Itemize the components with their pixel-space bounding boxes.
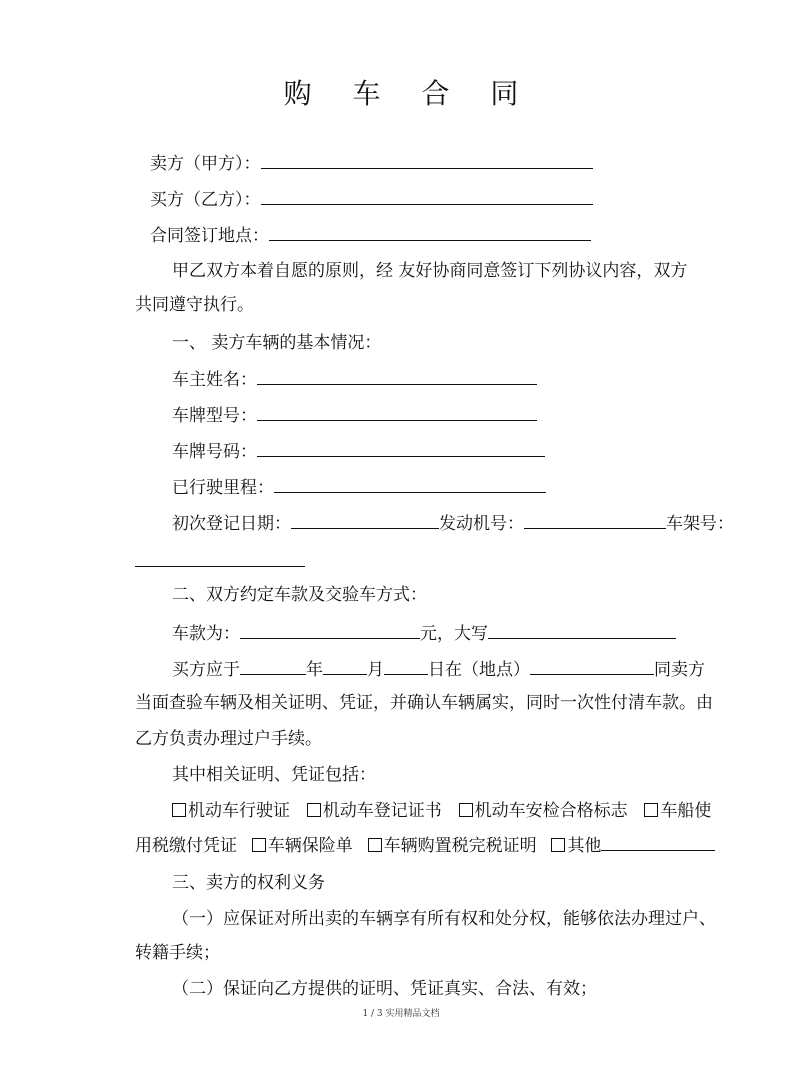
docs-row-2 xyxy=(135,834,715,857)
plate-label: 车牌号码： xyxy=(172,442,257,462)
checkbox-icon[interactable] xyxy=(644,803,658,817)
checkbox-icon[interactable] xyxy=(172,803,186,817)
mileage-blank[interactable] xyxy=(274,476,546,493)
day-blank[interactable] xyxy=(384,658,428,675)
seller-label: 卖方（甲方）： xyxy=(150,154,261,174)
engine-blank[interactable] xyxy=(524,512,666,529)
owner-blank[interactable] xyxy=(257,368,537,385)
engine-label: 发动机号： xyxy=(439,514,524,534)
doc-item[interactable] xyxy=(551,836,715,856)
owner-row xyxy=(172,368,537,391)
frame-blank[interactable] xyxy=(135,566,305,567)
place-row xyxy=(150,224,591,247)
month-label: 月 xyxy=(367,660,384,680)
doc-item[interactable] xyxy=(368,836,537,856)
plate-row xyxy=(172,440,545,463)
doc-label: 用税缴付凭证 xyxy=(135,836,237,856)
doc-item[interactable] xyxy=(172,801,290,821)
price-words-blank[interactable] xyxy=(488,622,676,639)
section2-line-2: 当面查验车辆及相关证明、凭证，并确认车辆属实，同时一次性付清车款。由 xyxy=(135,693,713,713)
doc-label: 机动车安检合格标志 xyxy=(474,801,628,821)
place-label: 合同签订地点： xyxy=(150,226,269,246)
checkbox-icon[interactable] xyxy=(459,803,473,817)
doc-label: 其他 xyxy=(567,836,602,856)
buyer-should: 买方应于 xyxy=(172,660,240,680)
owner-label: 车主姓名： xyxy=(172,370,257,390)
doc-label: 机动车行驶证 xyxy=(188,801,290,821)
location-blank[interactable] xyxy=(530,658,654,675)
model-label: 车牌型号： xyxy=(172,406,257,426)
docs-row-1 xyxy=(172,800,711,822)
doc-label: 车辆购置税完税证明 xyxy=(383,836,537,856)
checkbox-icon[interactable] xyxy=(551,838,565,852)
mileage-row xyxy=(172,476,546,499)
doc-label: 车辆保险单 xyxy=(267,836,353,856)
section2-heading: 二、双方约定车款及交验车方式： xyxy=(172,585,427,605)
doc-label: 车船使 xyxy=(660,801,712,821)
doc-label: 机动车登记证书 xyxy=(322,801,442,821)
reg-date-label: 初次登记日期： xyxy=(172,514,291,534)
buyer-label: 买方（乙方）： xyxy=(150,190,261,210)
price-unit: 元，大写 xyxy=(420,624,488,644)
with-seller: 同卖方 xyxy=(654,660,705,680)
year-blank[interactable] xyxy=(240,658,306,675)
checkbox-icon[interactable] xyxy=(252,838,266,852)
section2-line-3: 乙方负责办理过户手续。 xyxy=(135,729,322,749)
year-label: 年 xyxy=(306,660,323,680)
doc-item[interactable] xyxy=(252,836,353,856)
reg-row xyxy=(172,512,734,535)
section3-item1-line2: 转籍手续； xyxy=(135,943,220,963)
section1-heading: 一、 卖方车辆的基本情况： xyxy=(172,333,382,353)
model-row xyxy=(172,404,537,427)
doc-item[interactable] xyxy=(307,801,442,821)
month-blank[interactable] xyxy=(323,658,367,675)
buyer-row xyxy=(150,188,593,211)
page-title: 购 车 合 同 xyxy=(283,77,535,110)
checkbox-icon[interactable] xyxy=(307,803,321,817)
price-label: 车款为： xyxy=(172,624,240,644)
section3-heading: 三、卖方的权利义务 xyxy=(172,873,325,893)
buyer-blank[interactable] xyxy=(261,188,593,205)
checkbox-icon[interactable] xyxy=(368,838,382,852)
mileage-label: 已行驶里程： xyxy=(172,478,274,498)
price-blank[interactable] xyxy=(240,622,420,639)
doc-item[interactable] xyxy=(459,801,628,821)
section3-item1-line1: （一）应保证对所出卖的车辆享有所有权和处分权，能够依法办理过户、 xyxy=(172,909,716,929)
other-blank[interactable] xyxy=(601,834,715,851)
intro-line-2: 共同遵守执行。 xyxy=(135,295,254,315)
page-footer: 1 / 3 实用精品文档 xyxy=(362,1009,440,1019)
intro-line-1: 甲乙双方本着自愿的原则，经 友好协商同意签订下列协议内容，双方 xyxy=(172,261,688,281)
date-row xyxy=(172,658,705,681)
reg-date-blank[interactable] xyxy=(291,512,439,529)
docs-heading: 其中相关证明、凭证包括： xyxy=(172,765,376,785)
price-row xyxy=(172,622,676,645)
frame-label: 车架号： xyxy=(666,514,734,534)
doc-item[interactable] xyxy=(644,801,711,821)
day-at-label: 日在（地点） xyxy=(428,660,530,680)
plate-blank[interactable] xyxy=(257,440,545,457)
model-blank[interactable] xyxy=(257,404,537,421)
place-blank[interactable] xyxy=(269,224,591,241)
seller-row xyxy=(150,152,593,175)
seller-blank[interactable] xyxy=(261,152,593,169)
section3-item2: （二）保证向乙方提供的证明、凭证真实、合法、有效； xyxy=(172,979,597,999)
